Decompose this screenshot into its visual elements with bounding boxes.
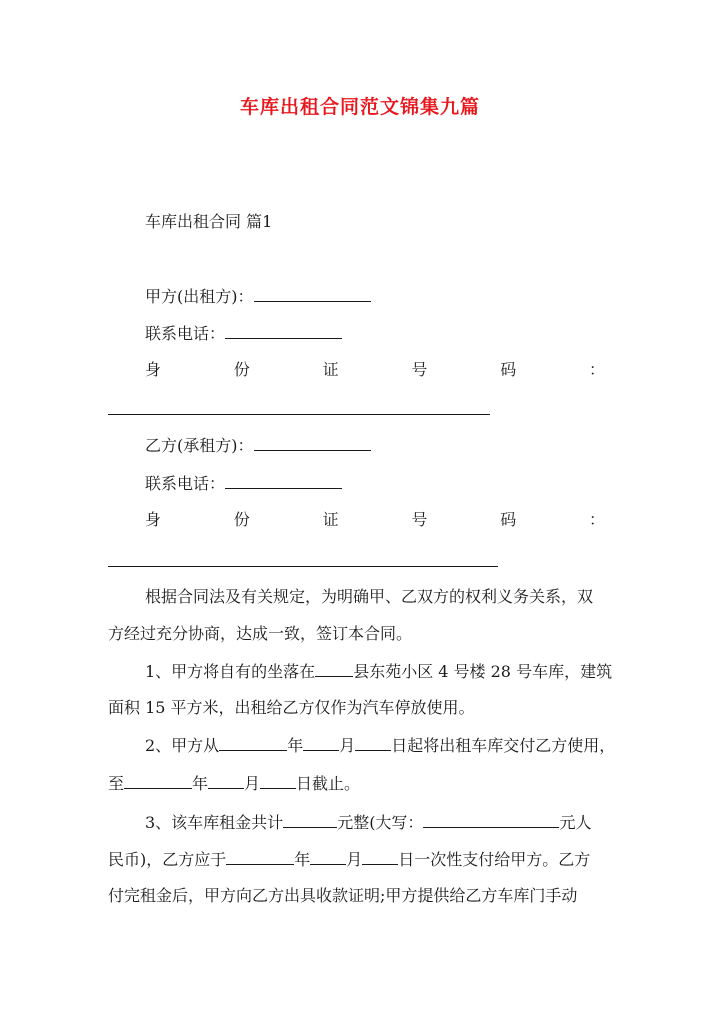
clause-1-line-1: 1、甲方将自有的坐落在 县东苑小区 4 号楼 28 号车库，建筑 [145, 662, 613, 681]
end-day-blank [260, 772, 296, 789]
section-heading: 车库出租合同 篇1 [145, 212, 273, 231]
party-a-blank [254, 285, 371, 302]
party-a-line [145, 285, 371, 308]
party-b-phone-label: 联系电话： [145, 474, 226, 493]
start-month-blank [303, 734, 339, 751]
party-a-id-label: 身 份 证 号 码 ： [145, 360, 605, 379]
clause-3-line-3: 付完租金后，甲方向乙方出具收款证明;甲方提供给乙方车库门手动 [108, 886, 578, 905]
clause-2-line-1: 2、甲方从 年 月 日起将出租车库交付乙方使用， [145, 736, 616, 755]
party-b-phone-blank [225, 472, 342, 489]
pay-year-blank [226, 848, 294, 865]
end-month-blank [208, 772, 244, 789]
clause-3-line-1: 3、该车库租金共计 元整(大写： 元人 [145, 813, 592, 832]
intro-line-1: 根据合同法及有关规定，为明确甲、乙双方的权利义务关系，双 [145, 587, 594, 606]
start-day-blank [355, 734, 391, 751]
intro-line-2: 方经过充分协商，达成一致，签订本合同。 [108, 624, 413, 643]
party-a-id-blank [108, 414, 490, 415]
clause-2-line-2: 至 年 月 日截止。 [108, 774, 361, 793]
clause-3-line-2: 民币)，乙方应于 年 月 日一次性支付给甲方。乙方 [108, 850, 591, 869]
rent-amount-blank [283, 811, 337, 828]
party-a-label: 甲方(出租方)： [145, 287, 254, 306]
end-year-blank [124, 772, 192, 789]
document-title: 车库出租合同范文锦集九篇 [239, 96, 480, 118]
party-a-phone-blank [225, 322, 342, 339]
party-b-id-blank [108, 566, 498, 567]
county-blank [315, 660, 353, 677]
party-b-phone-line [145, 472, 342, 495]
party-b-line [145, 434, 371, 457]
rent-amount-words-blank [423, 811, 559, 828]
clause-1-line-2: 面积 15 平方米，出租给乙方仅作为汽车停放使用。 [108, 698, 475, 717]
pay-month-blank [310, 848, 346, 865]
start-year-blank [219, 734, 287, 751]
party-b-blank [254, 434, 371, 451]
party-a-phone-line [145, 322, 342, 345]
party-a-phone-label: 联系电话： [145, 324, 226, 343]
pay-day-blank [362, 848, 398, 865]
party-b-id-label: 身 份 证 号 码 ： [145, 510, 605, 529]
party-b-label: 乙方(承租方)： [145, 436, 254, 455]
